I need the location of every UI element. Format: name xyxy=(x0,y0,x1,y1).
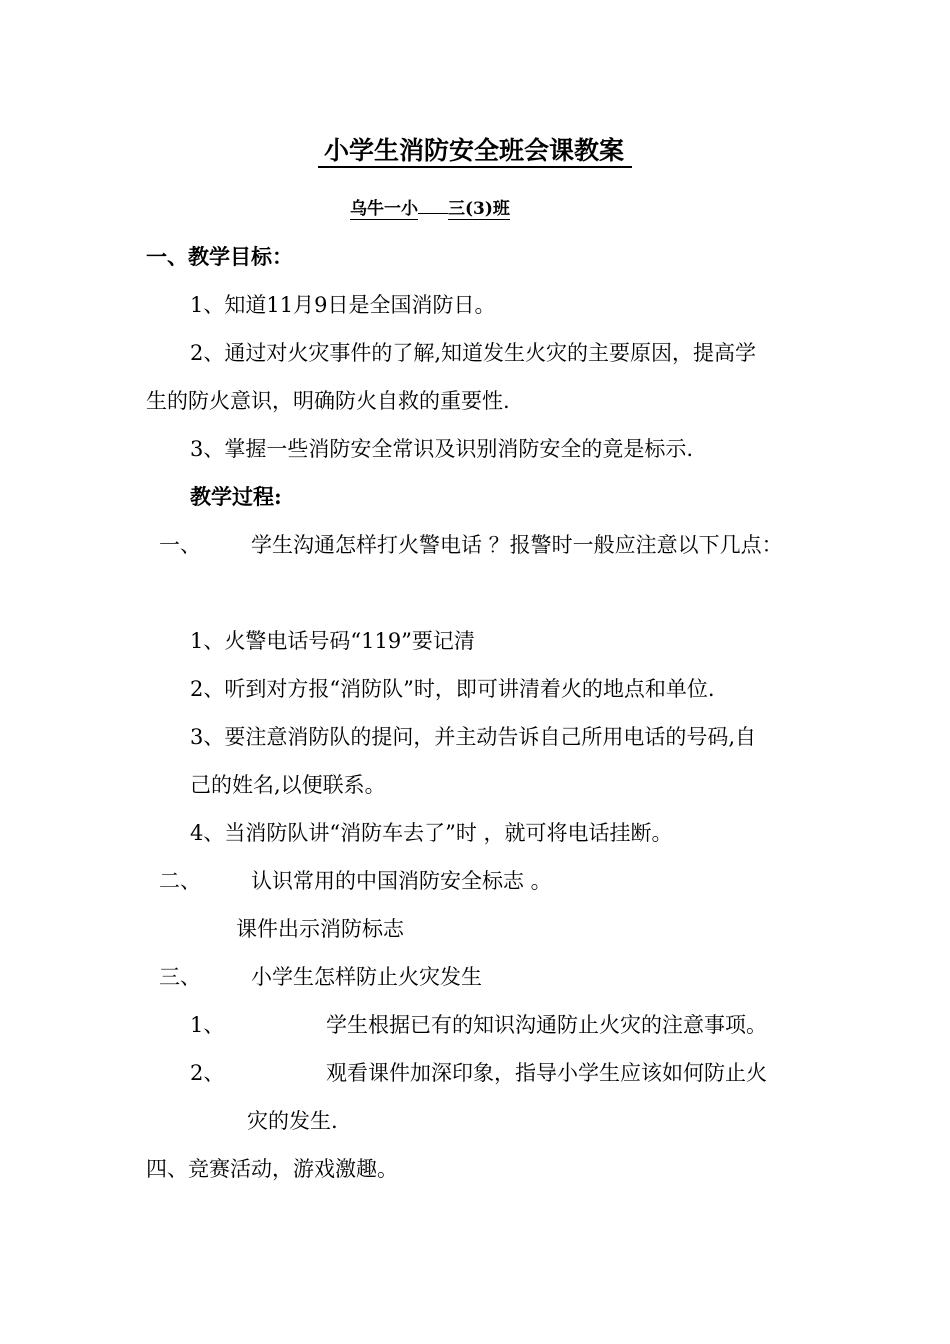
document-subtitle xyxy=(350,197,510,221)
list-item: 己的姓名,以便联系。 xyxy=(190,773,386,797)
section-heading-process: 教学过程: xyxy=(190,484,282,509)
step-number: 三、 xyxy=(159,965,201,989)
list-item: 4、当消防队讲“消防车去了”时 ，就可将电话挂断。 xyxy=(190,821,673,845)
step-text: 认识常用的中国消防安全标志 。 xyxy=(251,869,552,893)
step-text: 学生沟通怎样打火警电话 ？报警时一般应注意以下几点： xyxy=(251,533,783,557)
sub-item-number: 2、 xyxy=(190,1061,225,1085)
document-title: 小学生消防安全班会课教案 xyxy=(0,134,950,168)
list-item: 2、听到对方报“消防队”时，即可讲清着火的地点和单位. xyxy=(190,677,715,701)
goal-line: 生的防火意识，明确防火自救的重要性. xyxy=(146,389,510,413)
goal-line: 3、掌握一些消防安全常识及识别消防安全的竟是标示. xyxy=(190,437,694,461)
step-text: 课件出示消防标志 xyxy=(236,917,404,941)
list-item: 3、要注意消防队的提问，并主动告诉自己所用电话的号码,自 xyxy=(190,725,757,749)
goal-line: 2、通过对火灾事件的了解,知道发生火灾的主要原因，提高学 xyxy=(190,341,757,365)
sub-item-text: 学生根据已有的知识沟通防止火灾的注意事项。 xyxy=(326,1013,767,1037)
class-name: 三(3)班 xyxy=(448,199,510,219)
sub-item-text: 灾的发生. xyxy=(247,1109,338,1133)
step-number: 一、 xyxy=(159,533,201,557)
goal-line: 1、知道11月9日是全国消防日。 xyxy=(190,293,496,317)
sub-item-number: 1、 xyxy=(190,1013,225,1037)
section-heading-contest: 四、竞赛活动，游戏激趣。 xyxy=(146,1157,398,1181)
section-heading-goals: 一、教学目标： xyxy=(146,244,293,269)
step-number: 二、 xyxy=(159,869,201,893)
step-text: 小学生怎样防止火灾发生 xyxy=(251,965,482,989)
sub-item-text: 观看课件加深印象，指导小学生应该如何防止火 xyxy=(326,1061,767,1085)
list-item: 1、火警电话号码“119”要记清 xyxy=(190,629,475,653)
school-name: 乌牛一小 xyxy=(350,199,418,219)
